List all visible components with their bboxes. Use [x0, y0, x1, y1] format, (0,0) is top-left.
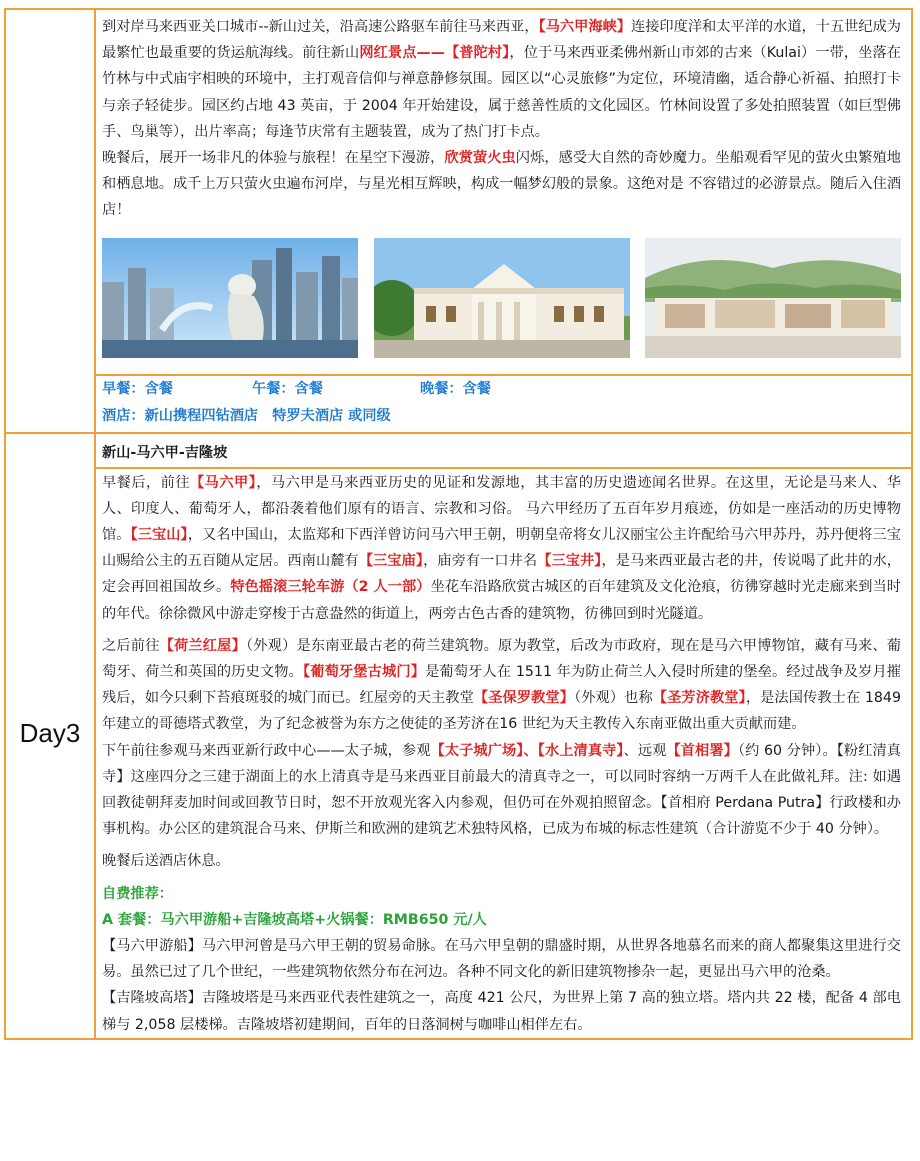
text-segment: ，马六甲是马来西亚历史的见证和发源地，其丰富的历史遗迹闻名世界。在这里，无论是马来人、华人、印度人、葡萄牙人，都沿袭着他们原有的语言、宗教和习俗。 马六甲经历了五百年岁月痕迹，仿如是一座活动的历史博物馆。 [102, 474, 901, 544]
text-segment: ，又名中国山，太监郑和下西洋曾访问马六甲王朝，明朝皇帝将女儿汉丽宝公主许配给马六甲苏丹，苏丹便将三宝山赐给公主的五百随从定居。西南山麓有 [102, 527, 901, 570]
day3-content-cell [95, 433, 912, 1039]
highlighted-attraction: 【马六甲】 [190, 474, 257, 491]
highlighted-attraction: 【三宝庙】 [358, 553, 424, 570]
day3-paragraph-3 [102, 738, 901, 843]
text-segment: 晚餐后送酒店休息。 [102, 853, 230, 870]
day3-paragraph-2 [102, 633, 901, 738]
merlion-singapore-photo [102, 238, 358, 358]
day3-label: Day3 [19, 718, 81, 749]
text-segment: ，是马来西亚最古老的井，传说喝了此井的水，定会再回祖国故乡。 [102, 553, 901, 596]
text-segment: ，是法国传教士在 1849 年建立的哥德塔式教堂，为了纪念被誉为东方之使徒的圣芳济在16 世纪为天主教传入东南亚做出重大贡献而建。 [102, 690, 901, 733]
text-segment: （约 60 分钟）。【粉红清真寺】这座四分之三建于湖面上的水上清真寺是马来西亚目前最大的清真寺之一，可以同时容纳一万两千人在此做礼拜。注: 如遇回教徒朝拜麦加时间或回教节日时，恕不开放观光客入内参观，但仍可在外观拍照留念。【首相府 Perdana Putra】行政楼和办事机构。办公区的建筑混合马来、伊斯兰和欧洲的建筑艺术独特风格，已成为布城的标志性建筑（合计游览不少于 40 分钟）。 [102, 742, 901, 838]
lunch-info: 午餐：含餐 [252, 380, 323, 397]
day2-label-cell [5, 9, 95, 433]
day2-content [96, 10, 911, 374]
text-segment: （外观）是东南亚最古老的荷兰建筑物。原为教堂，后改为市政府，现在是马六甲博物馆，藏有马来、葡萄牙、荷兰和英国的历史文物。 [102, 637, 901, 681]
day2-meals [96, 374, 911, 432]
text-segment: 闪烁，感受大自然的奇妙魔力。坐船观看罕见的萤火虫繁殖地和栖息地。成千上万只萤火虫遍布河岸，与星光相互辉映，构成一幅梦幻般的景象。这绝对是 不容错过的必游景点。随后入住酒店！ [102, 150, 902, 219]
highlighted-attraction: 【葡萄牙堡古城门】 [302, 664, 426, 681]
text-segment: （外观）也称 [574, 690, 653, 707]
text-segment: 是葡萄牙人在 1511 年为防止荷兰人入侵时所建的堡垒。经过战争及岁月摧残后，如今只剩下苔痕斑驳的城门而已。红屋旁的天主教堂 [102, 664, 901, 707]
highlighted-attraction: 特色摇滚三轮车游（2 人一部） [230, 579, 431, 596]
day3-paragraph-1 [102, 470, 901, 627]
day2-content-cell [95, 9, 912, 433]
package-a: A 套餐：马六甲游船+吉隆坡高塔+火锅餐：RMB650 元/人 [102, 911, 487, 928]
day2-paragraph-2 [102, 145, 901, 224]
text-segment: 连接印度洋和太平洋的水道，十五世纪成为最繁忙也最重要的货运航海线。前往新山 [102, 19, 901, 62]
text-segment: ，位于马来西亚柔佛州新山市郊的古来（Kulai）一带，坐落在竹林与中式庙宇相映的环境中，主打观音信仰与禅意静修氛围。园区以“心灵旅修”为定位，环境清幽，适合静心祈福、拍照打卡与亲子轻徒步。园区约占地 43 英亩，于 2004 年开始建设，属于慈善性质的文化园区。竹林间设置了多处拍照装置（如巨型佛手、鸟巢等），出片率高；每逢节庆常有主题装置，成为了热门打卡点。 [102, 45, 901, 140]
text-segment: 、远观 [623, 742, 667, 759]
hotel-info: 酒店：新山携程四钻酒店 特罗夫酒店 或同级 [102, 407, 391, 424]
highlighted-attraction: 网红景点——【普陀村】 [359, 45, 510, 62]
modern-green-building-photo [645, 238, 901, 358]
day2-paragraph-1 [102, 14, 901, 145]
highlighted-attraction: 【三宝井】 [537, 553, 602, 570]
day3-label-cell [5, 433, 95, 1039]
text-segment: 之后前往 [102, 637, 160, 654]
optional-title: 自费推荐： [102, 885, 173, 902]
highlighted-attraction: 【圣保罗教堂】 [473, 690, 575, 707]
day2-row [5, 9, 912, 433]
text-segment: 下午前往参观马来西亚新行政中心——太子城，参观 [102, 742, 431, 759]
highlighted-attraction: 【圣芳济教堂】 [652, 690, 746, 707]
day3-row [5, 433, 912, 1039]
highlighted-attraction: 【马六甲海峡】 [538, 19, 631, 35]
day3-paragraph-4 [102, 848, 901, 874]
highlighted-attraction: 【太子城广场】、【水上清真寺】 [430, 742, 624, 759]
highlighted-attraction: 欣赏萤火虫 [444, 150, 516, 167]
highlighted-attraction: 【荷兰红屋】 [159, 637, 246, 654]
day2-photo-strip [102, 238, 901, 358]
breakfast-info: 早餐：含餐 [102, 380, 173, 397]
itinerary-table [4, 8, 913, 1040]
text-segment: 晚餐后，展开一场非凡的体验与旅程！在星空下漫游， [102, 150, 445, 167]
highlighted-attraction: 【三宝山】 [130, 527, 188, 544]
text-segment: 坐花车沿路欣赏古城区的百年建筑及文化沧痕，彷彿穿越时光走廊来到当时的年代。徐徐微风中游走穿梭于古意盎然的街道上，两旁古色古香的建筑物，彷彿回到时光隧道。 [102, 579, 901, 622]
text-segment: ，庙旁有一口井名 [423, 553, 538, 570]
dinner-info: 晚餐：含餐 [420, 380, 491, 397]
highlighted-attraction: 【首相署】 [666, 742, 738, 759]
day3-content [96, 469, 911, 1038]
colonial-building-photo [374, 238, 630, 358]
text-segment: 到对岸马来西亚关口城市--新山过关，沿高速公路驱车前往马来西亚， [102, 19, 539, 35]
detail-malacca-cruise: 【马六甲游船】马六甲河曾是马六甲王朝的贸易命脉。在马六甲皇朝的鼎盛时期，从世界各地慕名而来的商人都聚集这里进行交易。虽然已过了几个世纪，一些建筑物依然分布在河边。各种不同文化的新旧建筑物掺杂一起，更显出马六甲的沧桑。 [102, 938, 901, 981]
detail-kl-tower: 【吉隆坡高塔】吉隆坡塔是马来西亚代表性建筑之一，高度 421 公尺，为世界上第 7 高的独立塔。塔内共 22 楼，配备 4 部电梯与 2,058 层楼梯。吉隆坡塔初建期间，百年的日落洞树与咖啡山相伴左右。 [102, 990, 901, 1033]
day3-route-title: 新山-马六甲-吉隆坡 [96, 434, 911, 469]
text-segment: 早餐后，前往 [102, 474, 190, 491]
